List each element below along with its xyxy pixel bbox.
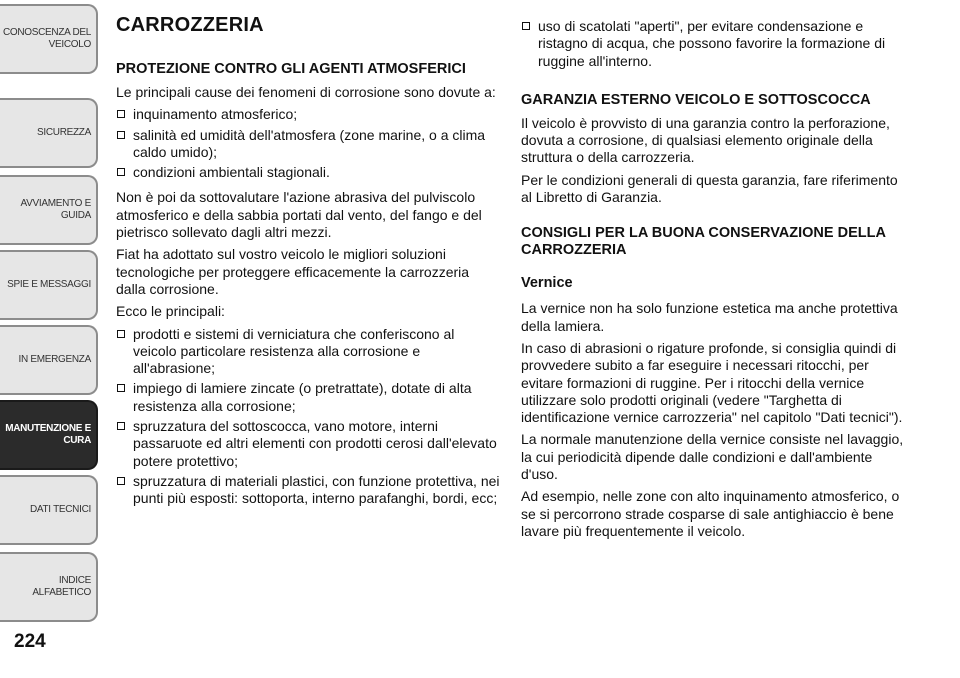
- chapter-title: CARROZZERIA: [116, 14, 264, 36]
- tab-manutenzione-e-cura[interactable]: [0, 400, 98, 470]
- paragraph: In caso di abrasioni o rigature profonde, si consiglia quindi di provvedere subito a far eseguire i necessari ritocchi, per evitare formazioni di ruggine. Per i ritocchi della vernice utilizzare solo prodotti originali (vedere "Targhetta di identificazione vernice carrozzeria" nel capitolo "Dati tecnici").: [521, 339, 903, 426]
- list-item: salinità ed umidità dell'atmosfera (zone marine, o a clima caldo umido);: [116, 127, 501, 162]
- tab-sicurezza[interactable]: [0, 98, 98, 168]
- section-heading-consigli: CONSIGLI PER LA BUONA CONSERVAZIONE DELLA CARROZZERIA: [521, 225, 886, 259]
- solutions-list: [116, 326, 501, 508]
- paragraph: Ad esempio, nelle zone con alto inquinamento atmosferico, o se si percorrono strade cosparse di sale antighiaccio è bene lavare più frequentemente il veicolo.: [521, 488, 900, 539]
- checkbox-bullet-icon: [117, 168, 125, 176]
- paragraph: Ecco le principali:: [116, 303, 225, 320]
- tab-label: CONOSCENZA DEL VEICOLO: [2, 27, 91, 50]
- list-item: inquinamento atmosferico;: [116, 106, 501, 123]
- paragraph: Il veicolo è provvisto di una garanzia contro la perforazione, dovuta a corrosione, di qualsiasi elemento originale della struttura o della carrozzeria.: [521, 114, 890, 166]
- checkbox-bullet-icon: [117, 110, 125, 118]
- paragraph: Fiat ha adottato sul vostro veicolo le migliori soluzioni tecnologiche per proteggere efficacemente la carrozzeria dalla corrosione.: [116, 246, 470, 297]
- list-item: prodotti e sistemi di verniciatura che conferiscono al veicolo particolare resistenza alla corrosione e all'abrasione;: [116, 326, 501, 378]
- tab-label: SICUREZZA: [37, 127, 91, 138]
- tab-in-emergenza[interactable]: [0, 325, 98, 395]
- section-heading-garanzia: GARANZIA ESTERNO VEICOLO E SOTTOSCOCCA: [521, 91, 871, 108]
- tab-conoscenza-del-veicolo[interactable]: [0, 4, 98, 74]
- checkbox-bullet-icon: [117, 477, 125, 485]
- list-item: impiego di lamiere zincate (o pretrattate), dotate di alta resistenza alla corrosione;: [116, 380, 501, 415]
- tab-label: MANUTENZIONE E CURA: [5, 423, 91, 446]
- subheading-vernice: Vernice: [521, 275, 573, 292]
- tab-label: AVVIAMENTO E GUIDA: [20, 198, 91, 221]
- right-column: [521, 18, 906, 545]
- list-item: spruzzatura di materiali plastici, con funzione protettiva, nei punti più esposti: sottoporta, interno parafanghi, bordi, ecc;: [116, 473, 501, 508]
- tab-label: IN EMERGENZA: [18, 354, 91, 365]
- paragraph: Per le condizioni generali di questa garanzia, fare riferimento al Libretto di Garanzia.: [521, 171, 898, 206]
- checkbox-bullet-icon: [117, 131, 125, 139]
- paragraph: La normale manutenzione della vernice consiste nel lavaggio, la cui periodicità dipende dalle condizioni e dall'ambiente d'uso.: [521, 431, 904, 483]
- list-item: condizioni ambientali stagionali.: [116, 164, 501, 181]
- tab-label: DATI TECNICI: [29, 504, 91, 515]
- solutions-list-continued: [521, 18, 906, 70]
- paragraph: Non è poi da sottovalutare l'azione abrasiva del pulviscolo atmosferico e della sabbia portati dal vento, del fango e del pietrisco sollevato dagli altri mezzi.: [116, 189, 482, 241]
- list-item: spruzzatura del sottoscocca, vano motore, interni passaruote ed altri elementi con prodotti cerosi dall'elevato potere protettivo;: [116, 418, 501, 470]
- checkbox-bullet-icon: [117, 384, 125, 392]
- tab-label: SPIE E MESSAGGI: [7, 279, 91, 290]
- checkbox-bullet-icon: [117, 330, 125, 338]
- page-number: 224: [14, 631, 46, 652]
- tab-label: INDICE ALFABETICO: [32, 575, 91, 598]
- list-item: uso di scatolati "aperti", per evitare condensazione e ristagno di acqua, che possono favorire la formazione di ruggine all'interno.: [521, 18, 906, 70]
- causes-list: [116, 106, 501, 181]
- section-heading-protezione: PROTEZIONE CONTRO GLI AGENTI ATMOSFERICI: [116, 61, 466, 77]
- paragraph: La vernice non ha solo funzione estetica ma anche protettiva della lamiera.: [521, 300, 898, 334]
- tab-dati-tecnici[interactable]: [0, 475, 98, 545]
- chapter-tabs: [0, 0, 100, 630]
- tab-indice-alfabetico[interactable]: [0, 552, 98, 622]
- left-column: [116, 14, 501, 516]
- tab-avviamento-e-guida[interactable]: [0, 175, 98, 245]
- checkbox-bullet-icon: [117, 422, 125, 430]
- intro-paragraph: Le principali cause dei fenomeni di corrosione sono dovute a:: [116, 84, 496, 100]
- tab-spie-e-messaggi[interactable]: [0, 250, 98, 320]
- checkbox-bullet-icon: [522, 22, 530, 30]
